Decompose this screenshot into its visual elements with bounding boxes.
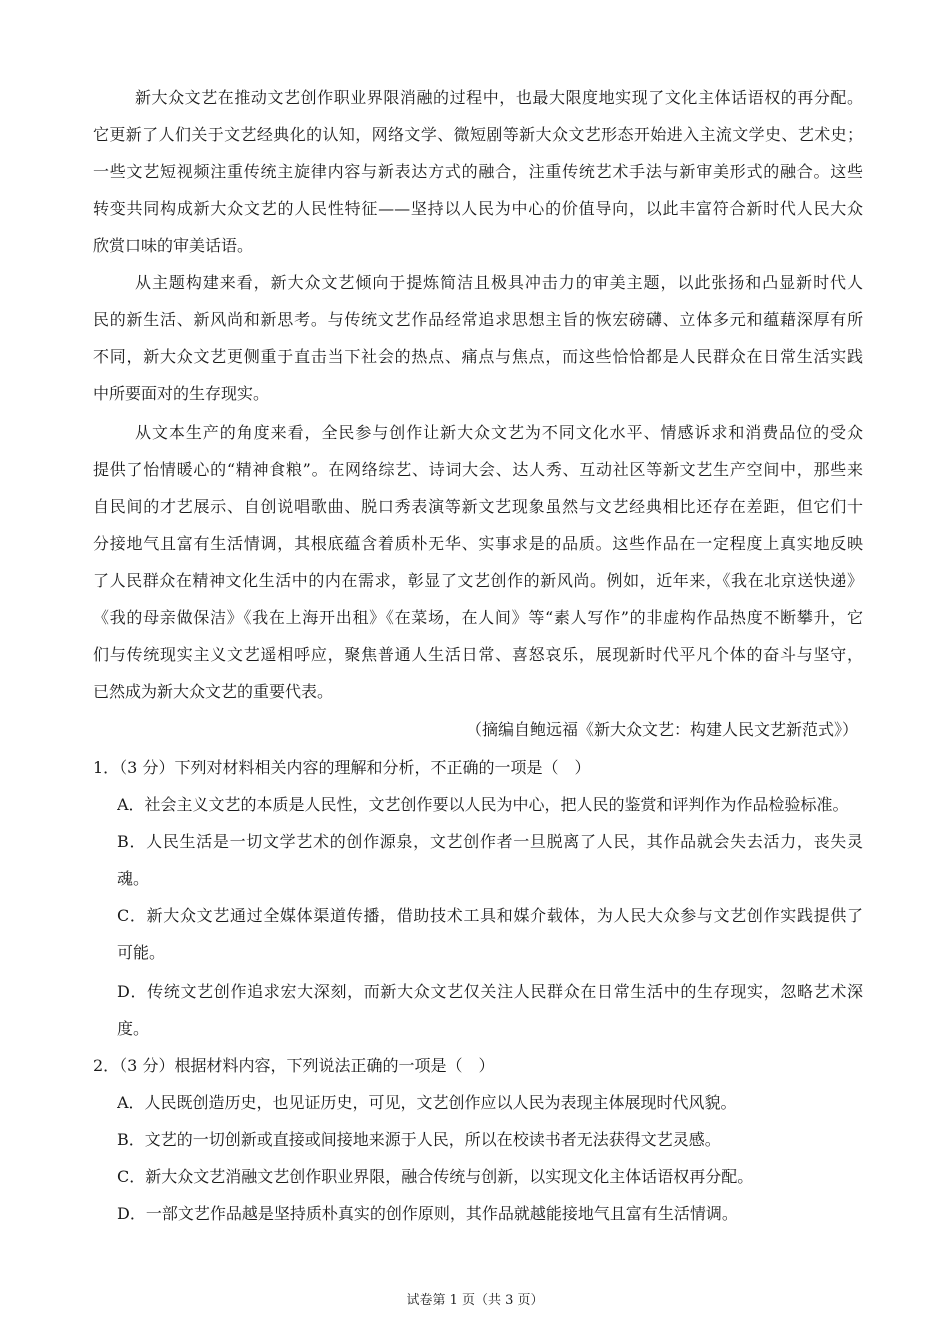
question-1-stem: 1．（3 分）下列对材料相关内容的理解和分析，不正确的一项是（ ） [93, 758, 591, 777]
question-1-option-c-cont: 可能。 [117, 943, 166, 962]
text-line: 欣赏口味的审美话语。 [93, 236, 254, 255]
text-line: 不同，新大众文艺更侧重于直击当下社会的热点、痛点与焦点，而这些恰恰都是人民群众在日常生活实践 [93, 347, 863, 366]
text-line: 《我的母亲做保洁》《我在上海开出租》《在菜场，在人间》等“素人写作”的非虚构作品热度不断攀升，它 [93, 608, 863, 627]
text-line: 从文本生产的角度来看，全民参与创作让新大众文艺为不同文化水平、情感诉求和消费品位的受众 [135, 423, 863, 442]
text-line: 自民间的才艺展示、自创说唱歌曲、脱口秀表演等新文艺现象虽然与文艺经典相比还存在差距，但它们十 [93, 497, 863, 516]
text-line: 分接地气且富有生活情调，其根底蕴含着质朴无华、实事求是的品质。这些作品在一定程度上真实地反映 [93, 534, 863, 553]
question-1-option-a: A．社会主义文艺的本质是人民性，文艺创作要以人民为中心，把人民的鉴赏和评判作为作品检验标准。 [117, 795, 849, 814]
question-1-option-c: C．新大众文艺通过全媒体渠道传播，借助技术工具和媒介载体，为人民大众参与文艺创作实践提供了 [117, 906, 863, 925]
text-line: 从主题构建来看，新大众文艺倾向于提炼简洁且极具冲击力的审美主题，以此张扬和凸显新时代人 [135, 273, 863, 292]
text-line: 了人民群众在精神文化生活中的内在需求，彰显了文艺创作的新风尚。例如，近年来，《我在北京送快递》 [93, 571, 863, 590]
text-line: 们与传统现实主义文艺遥相呼应，聚焦普通人生活日常、喜怒哀乐，展现新时代平凡个体的奋斗与坚守， [93, 645, 863, 664]
question-1-option-b-cont: 魂。 [117, 869, 150, 888]
question-2-option-c: C．新大众文艺消融文艺创作职业界限，融合传统与创新，以实现文化主体话语权再分配。 [117, 1167, 754, 1186]
text-line: 它更新了人们关于文艺经典化的认知，网络文学、微短剧等新大众文艺形态开始进入主流文学史、艺术史； [93, 125, 863, 144]
text-line: 一些文艺短视频注重传统主旋律内容与新表达方式的融合，注重传统艺术手法与新审美形式的融合。这些 [93, 162, 863, 181]
question-1-option-b: B．人民生活是一切文学艺术的创作源泉，文艺创作者一旦脱离了人民，其作品就会失去活力，丧失灵 [117, 832, 863, 851]
text-line: 民的新生活、新风尚和新思考。与传统文艺作品经常追求思想主旨的恢宏磅礴、立体多元和蕴藉深厚有所 [93, 310, 863, 329]
question-2-option-a: A．人民既创造历史，也见证历史，可见，文艺创作应以人民为表现主体展现时代风貌。 [117, 1093, 737, 1112]
question-1-option-d: D．传统文艺创作追求宏大深刻，而新大众文艺仅关注人民群众在日常生活中的生存现实，忽略艺术深 [117, 982, 863, 1001]
text-line: 已然成为新大众文艺的重要代表。 [93, 682, 334, 701]
text-line: 提供了怡情暖心的“精神食粮”。在网络综艺、诗词大会、达人秀、互动社区等新文艺生产空间中，那些来 [93, 460, 863, 479]
text-line: 转变共同构成新大众文艺的人民性特征——坚持以人民为中心的价值导向，以此丰富符合新时代人民大众 [93, 199, 863, 218]
page-footer: 试卷第 1 页（共 3 页） [406, 1293, 544, 1308]
question-2-option-d: D．一部文艺作品越是坚持质朴真实的创作原则，其作品就越能接地气且富有生活情调。 [117, 1204, 738, 1223]
question-1-option-d-cont: 度。 [117, 1019, 150, 1038]
text-line: 中所要面对的生存现实。 [93, 384, 270, 403]
question-2-stem: 2．（3 分）根据材料内容，下列说法正确的一项是（ ） [93, 1056, 495, 1075]
question-2-option-b: B．文艺的一切创新或直接或间接地来源于人民，所以在校读书者无法获得文艺灵感。 [117, 1130, 721, 1149]
text-line: 新大众文艺在推动文艺创作职业界限消融的过程中，也最大限度地实现了文化主体话语权的再分配。 [135, 88, 863, 107]
source-citation: （摘编自鲍远福《新大众文艺：构建人民文艺新范式》） [465, 720, 858, 739]
